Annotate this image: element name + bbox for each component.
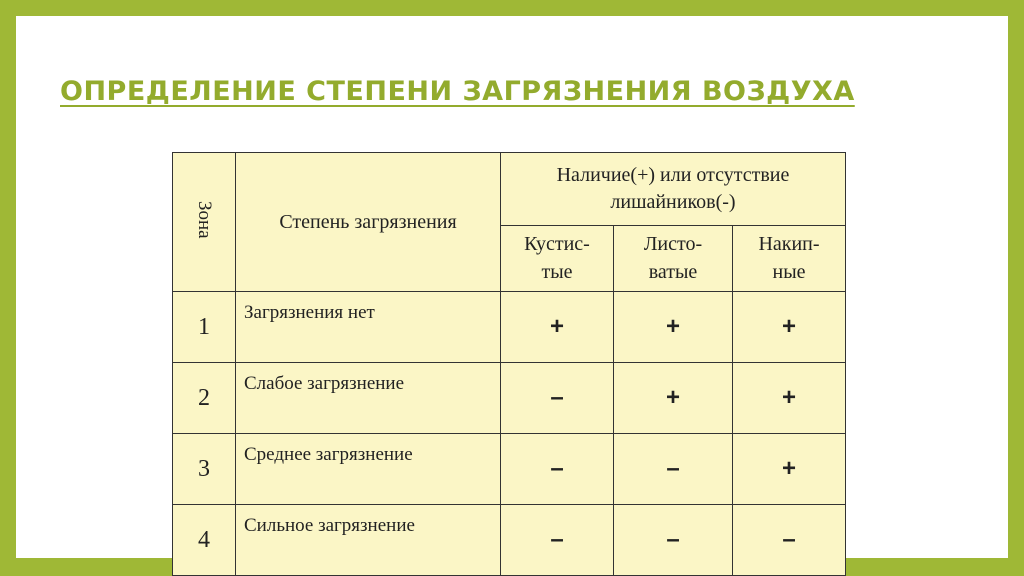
presence-sign: + [501,292,614,363]
slide [16,16,1008,558]
header-type-crustose [733,225,846,291]
header-zone [173,153,236,292]
presence-sign: + [614,292,733,363]
header-degree: Степень загрязнения [236,153,501,292]
presence-sign: – [501,434,614,505]
pollution-table [172,152,846,576]
zone-number: 4 [173,505,236,576]
pollution-degree: Среднее загрязнение [236,434,501,505]
table-row [173,292,846,363]
presence-sign: – [501,363,614,434]
header-type-fruticose [501,225,614,291]
header-type-line1: Листо- [643,233,703,256]
header-type-line2: ватые [648,261,698,284]
zone-number: 3 [173,434,236,505]
header-type-line2: тые [541,261,573,284]
presence-sign: + [733,292,846,363]
header-zone-label: Зона [194,200,215,239]
zone-number: 1 [173,292,236,363]
slide-title: ОПРЕДЕЛЕНИЕ СТЕПЕНИ ЗАГРЯЗНЕНИЯ ВОЗДУХА [60,76,855,107]
presence-sign: + [733,363,846,434]
presence-sign: – [733,505,846,576]
header-presence [501,153,846,226]
header-type-foliose [614,225,733,291]
presence-sign: + [733,434,846,505]
presence-sign: – [614,505,733,576]
table-row [173,434,846,505]
presence-sign: – [501,505,614,576]
header-type-line1: Кустис- [524,233,590,256]
presence-sign: – [614,434,733,505]
presence-sign: + [614,363,733,434]
header-type-line2: ные [772,261,806,284]
pollution-degree: Загрязнения нет [236,292,501,363]
header-presence-line1: Наличие(+) или отсутствие [556,163,790,186]
zone-number: 2 [173,363,236,434]
table-row [173,363,846,434]
table-row [173,505,846,576]
table-header-row [173,153,846,226]
header-type-line1: Накип- [758,233,820,256]
pollution-degree: Слабое загрязнение [236,363,501,434]
header-presence-line2: лишайников(-) [610,190,736,213]
pollution-degree: Сильное загрязнение [236,505,501,576]
